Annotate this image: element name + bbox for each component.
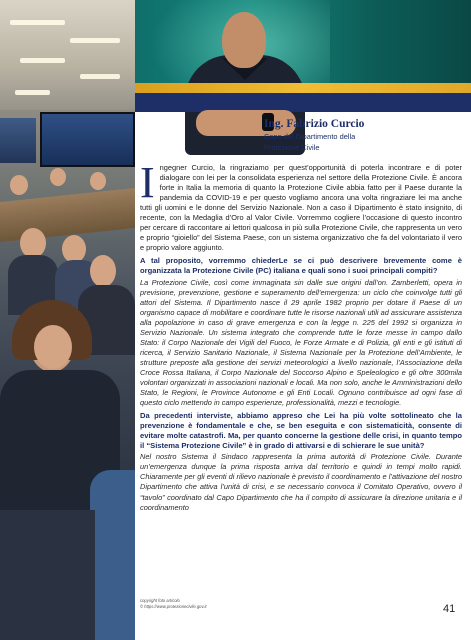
question-1: A tal proposito, vorremmo chiederLe se ci può descrivere brevemente come è organizzata la Protezione Civile (PC) italiana e quali sono i suoi principali compiti? (140, 256, 462, 276)
ceiling-light (15, 90, 50, 95)
person (90, 172, 106, 190)
ceiling-light (10, 20, 65, 25)
meeting-table (0, 188, 135, 242)
answer-2: Nel nostro Sistema il Sindaco rappresenta la prima autorità di Protezione Civile. Durante un’emergenza dunque la prima risposta arriva dal territorio e quindi in tempi molto rapidi. Chiaramente per gli eventi di rilievo nazionale è previsto il coordinamento e l’attivazione del nostro Dipartimento che attiva l’unità di crisi, e se necessario convoca il Comitato Operativo, ovvero il “tavolo” coordinato dal Capo Dipartimento che ha il compito di assicurare la direzione unitaria e il coordinamento (140, 452, 462, 512)
photo-credit-line2: © https://www.protezionecivile.gov.it (140, 604, 207, 609)
portrait-head (222, 12, 266, 68)
answer-1: La Protezione Civile, così come immaginata sin dalle sue origini dall’on. Zamberletti, opera in previsione, prevenzione, gestione e superamento dell’emergenza: un ciclo che coinvolge tutti gli attori del Sistema. Il Dipartimento nasce il 29 aprile 1982 proprio per dotare il Paese di un organismo capace di mobilitare e coordinare tutte le risorse nazionali utili ad assicurare assistenza alla popolazione in caso di grave emergenza e con la legge n. 225 del 1992 si organizza in Servizio Nazionale. Un sistema integrato che comprende tutte le forze messe in campo dallo Stato: il Corpo Nazionale dei Vigili del Fuoco, le Forze Armate e di Polizia, gli enti e gli istituti di ricerca, il Servizio Sanitario Nazionale, il Sistema Nazionale per la Protezione dell’Ambiente, le strutture preposte alla gestione dei servizi meteorologici a livello nazionale, l’Associazione della Croce Rossa Italiana, il Corpo Nazionale del Soccorso Alpino e Speleologico e gli oltre 300mila volontari organizzati in associazioni nazionali e locali. Ma non solo, anche le Amministrazioni dello Stato, le Regioni, le Province Autonome e gli Enti Locali. Ognuno contribuisce ad ogni fase di questo ciclo mettendo in campo esperienze, professionalità, mezzi e tecnologie. (140, 277, 462, 408)
desk (0, 510, 95, 640)
chair (90, 470, 135, 640)
photo-credit-line1: copyright foto articolo (140, 598, 180, 603)
page-number: 41 (443, 603, 456, 615)
ceiling-light (70, 38, 120, 43)
ceiling-light (20, 58, 65, 63)
wall-screen (0, 118, 36, 163)
person (90, 255, 116, 287)
gold-band (135, 83, 471, 93)
wall-screen (40, 112, 135, 167)
ceiling-light (80, 74, 120, 79)
author-name: Ing. Fabrizio Curcio (264, 118, 365, 130)
article-body (140, 158, 462, 513)
author-block (264, 118, 459, 152)
person (62, 235, 86, 263)
person (50, 168, 66, 186)
meeting-photo (0, 0, 135, 640)
author-role-line2: Protezione Civile (264, 143, 320, 153)
person (20, 228, 46, 258)
drop-cap: I (140, 158, 155, 207)
blue-band (135, 93, 471, 112)
person (10, 175, 28, 195)
photo-credit (140, 598, 207, 610)
intro-text: ngegner Curcio, la ringraziamo per quest’opportunità di poterla incontrare e di poter dialogare con lei per la consolidata esperienza nel settore della Protezione Civile. È ancora forte in Italia la memoria di quanto la Protezione Civile abbia fatto per il Paese durante la pandemia da COVID-19 e per questo vogliamo ancora una volta ringraziare lei ma anche tutti gli uomini e le donne del Servizio Nazionale. Non a caso il Dipartimento è stato insignito, di recente, con la Medaglia d’Oro al Valor Civile. Vorremmo cogliere l’occasione di questo incontro per cercare di raccontare ai lettori qualcosa in più sulla Protezione Civile, che rappresenta un vero e proprio “gioiello” del Sistema Paese, con un sistema organizzativo che fa del volontariato il vero e proprio valore aggiunto. (140, 163, 462, 253)
question-2: Da precedenti interviste, abbiamo appreso che Lei ha più volte sottolineato che la prevenzione è fondamentale e che, se ben eseguita e con sistematicità, consente di evitare molte catastrofi. Ma, per quanto concerne la gestione delle crisi, in quanto tempo il “Sistema Protezione Civile” è in grado di attivarsi e di schierare le sue unità? (140, 411, 462, 451)
author-role-line1: Capo del Dipartimento della (264, 132, 356, 141)
intro-paragraph (140, 158, 462, 253)
woman-face (34, 325, 72, 369)
